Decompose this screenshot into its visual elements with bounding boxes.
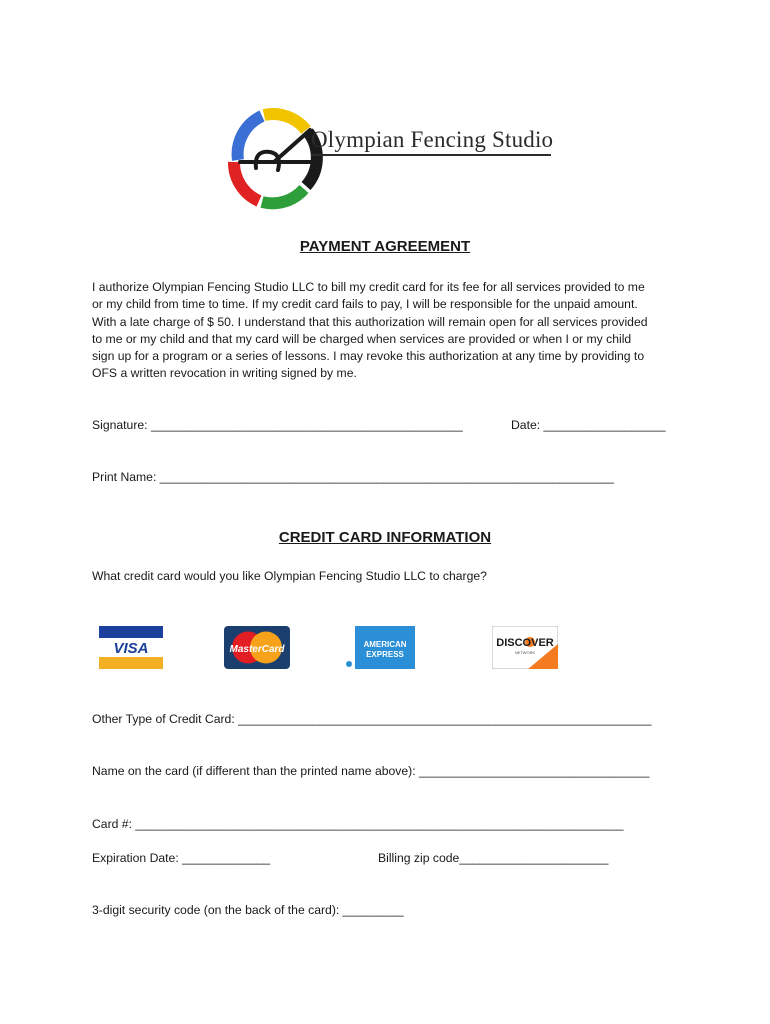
discover-text: DISCOVER [496,637,554,649]
mastercard-text: MasterCard [229,644,285,655]
paragraph-line: With a late charge of $ 50. I understand that this authorization will remain open for all services provided [92,314,648,329]
brand-underline [311,154,551,156]
billing-zip-field[interactable]: Billing zip code______________________ [378,851,609,865]
signature-field[interactable]: Signature: ______________________________________________ [92,418,463,432]
amex-card-icon[interactable] [345,626,417,669]
discover-subtext: NETWORK [514,650,536,655]
brand-name: Olympian Fencing Studio [311,127,554,152]
expiration-date-field[interactable]: Expiration Date: _____________ [92,851,271,865]
credit-card-info-heading: CREDIT CARD INFORMATION [278,529,492,546]
paragraph-line: or my child from time to time. If my credit card fails to pay, I will be responsible for the unpaid amount. [92,297,638,312]
payment-agreement-heading: PAYMENT AGREEMENT [299,238,471,255]
amex-text-line1: AMERICAN [363,640,407,649]
paragraph-line: to me or my child and that my card will be charged when services are provided or when I or my child [92,331,632,346]
amex-text-line2: EXPRESS [366,650,404,659]
other-card-type-field[interactable]: Other Type of Credit Card: _____________________________________________________________ [92,712,652,726]
olympian-fencing-logo [218,100,330,212]
name-on-card-field[interactable]: Name on the card (if different than the printed name above): __________________________________ [92,764,650,778]
card-number-field[interactable]: Card #: ________________________________________________________________________ [92,817,624,831]
paragraph-line: sign up for a program or a series of lessons. I may revoke this authorization at any time by providing to [92,349,645,364]
visa-text: VISA [113,640,149,657]
card-choice-question: What credit card would you like Olympian Fencing Studio LLC to charge? [92,569,487,583]
mastercard-card-icon[interactable] [224,626,290,669]
date-field[interactable]: Date: __________________ [511,418,666,432]
paragraph-line: OFS a written revocation in writing signed by me. [92,366,357,381]
paragraph-line: I authorize Olympian Fencing Studio LLC to bill my credit card for its fee for all services provided to me [92,280,645,294]
print-name-field[interactable]: Print Name: ___________________________________________________________________ [92,470,614,484]
discover-card-icon[interactable] [492,626,558,669]
visa-card-icon[interactable] [99,626,163,669]
authorization-paragraph [92,279,692,383]
security-code-field[interactable]: 3-digit security code (on the back of the card): _________ [92,903,404,917]
